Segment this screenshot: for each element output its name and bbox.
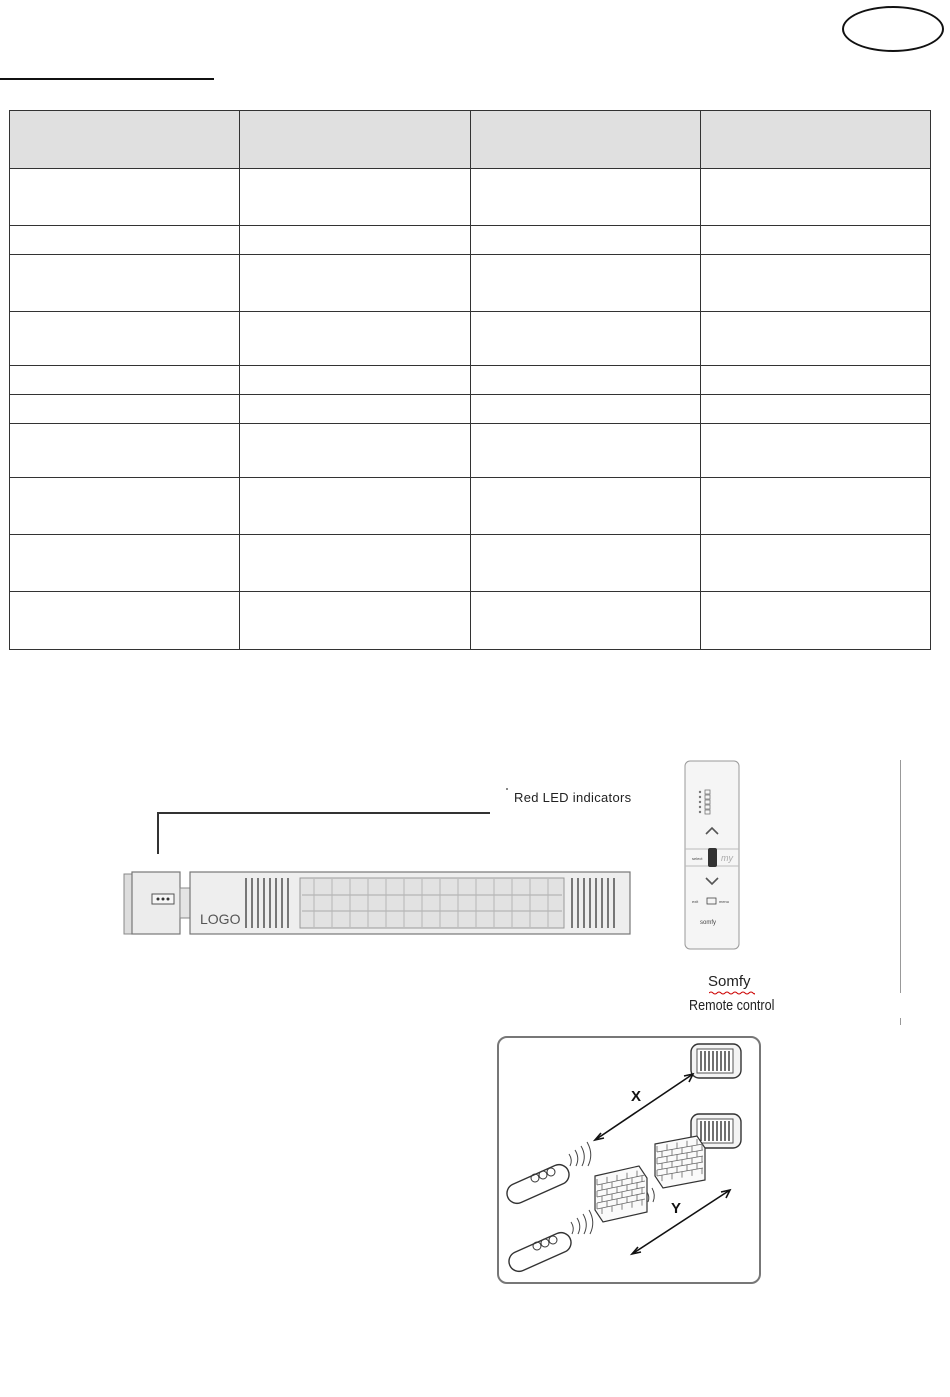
table-cell xyxy=(470,255,700,312)
language-badge-oval xyxy=(842,6,944,52)
table-row xyxy=(10,226,931,255)
table-cell xyxy=(240,478,470,535)
remote-brand-mark: somfy xyxy=(700,920,717,926)
table-cell xyxy=(240,424,470,478)
table-cell xyxy=(470,478,700,535)
remote-exit-label: exit xyxy=(692,899,699,904)
table-cell xyxy=(700,366,930,395)
heater-logo-text: LOGO xyxy=(200,911,241,927)
table-cell xyxy=(700,226,930,255)
table-header-cell xyxy=(700,111,930,169)
table-cell xyxy=(470,226,700,255)
table-cell xyxy=(470,592,700,650)
table-header-cell xyxy=(240,111,470,169)
brick-wall-icon-bottom xyxy=(595,1166,647,1222)
table-cell xyxy=(470,312,700,366)
table-row xyxy=(10,312,931,366)
signal-waves-icon-bottom xyxy=(571,1210,593,1234)
remote-select-label: select xyxy=(692,856,703,861)
table-cell xyxy=(470,535,700,592)
table-row xyxy=(10,535,931,592)
led-leader-line xyxy=(158,813,490,854)
table-row xyxy=(10,395,931,424)
spelling-underline xyxy=(709,991,755,995)
remote-my-label: my xyxy=(721,853,733,863)
table-cell xyxy=(700,395,930,424)
remote-stop-button xyxy=(708,848,717,867)
table-cell xyxy=(700,592,930,650)
table-header-row xyxy=(10,111,931,169)
table-cell xyxy=(700,478,930,535)
table-cell xyxy=(240,169,470,226)
table-cell xyxy=(700,169,930,226)
heater-body xyxy=(190,872,630,934)
range-diagram xyxy=(497,1036,761,1284)
table-cell xyxy=(240,395,470,424)
table-cell xyxy=(10,592,240,650)
table-row xyxy=(10,478,931,535)
table-row xyxy=(10,424,931,478)
vertical-divider-tick xyxy=(900,1018,901,1025)
brick-wall-icon-top xyxy=(655,1136,705,1188)
remote-handset-icon-top xyxy=(504,1161,572,1206)
table-cell xyxy=(470,395,700,424)
table-cell xyxy=(470,169,700,226)
table-cell xyxy=(10,169,240,226)
table-cell xyxy=(10,312,240,366)
signal-waves-icon-wall xyxy=(647,1188,654,1202)
vertical-divider-line xyxy=(900,760,901,993)
distance-arrow-x xyxy=(595,1074,693,1140)
remote-menu-label: menu xyxy=(719,899,730,904)
table-cell xyxy=(470,424,700,478)
remote-control-caption: Remote control xyxy=(689,997,775,1014)
table-cell xyxy=(10,255,240,312)
heater-unit-icon-top xyxy=(691,1044,741,1078)
table-cell xyxy=(240,592,470,650)
table-cell xyxy=(10,226,240,255)
remote-handset-icon-bottom xyxy=(506,1229,574,1274)
table-row xyxy=(10,592,931,650)
somfy-brand-label: Somfy xyxy=(708,973,751,990)
distance-label-y: Y xyxy=(671,1200,682,1217)
heater-illustration xyxy=(118,758,638,948)
table-cell xyxy=(240,255,470,312)
table-row xyxy=(10,366,931,395)
table-cell xyxy=(700,312,930,366)
table-cell xyxy=(10,395,240,424)
table-cell xyxy=(700,535,930,592)
table-row xyxy=(10,169,931,226)
table-cell xyxy=(240,535,470,592)
specification-table xyxy=(9,110,931,650)
led-indicators-label: Red LED indicators xyxy=(514,790,632,805)
table-header-cell xyxy=(470,111,700,169)
table-cell xyxy=(240,366,470,395)
table-cell xyxy=(10,424,240,478)
table-cell xyxy=(10,366,240,395)
distance-label-x: X xyxy=(631,1088,642,1105)
somfy-remote-illustration xyxy=(684,760,740,950)
led-label-marker xyxy=(506,788,508,790)
table-cell xyxy=(470,366,700,395)
led-indicator-icon xyxy=(152,894,174,904)
signal-waves-icon-top xyxy=(569,1142,591,1166)
table-cell xyxy=(10,478,240,535)
table-row xyxy=(10,255,931,312)
table-header-cell xyxy=(10,111,240,169)
table-cell xyxy=(240,226,470,255)
table-cell xyxy=(10,535,240,592)
table-cell xyxy=(700,255,930,312)
section-title-rule xyxy=(0,78,214,80)
table-cell xyxy=(700,424,930,478)
table-cell xyxy=(240,312,470,366)
